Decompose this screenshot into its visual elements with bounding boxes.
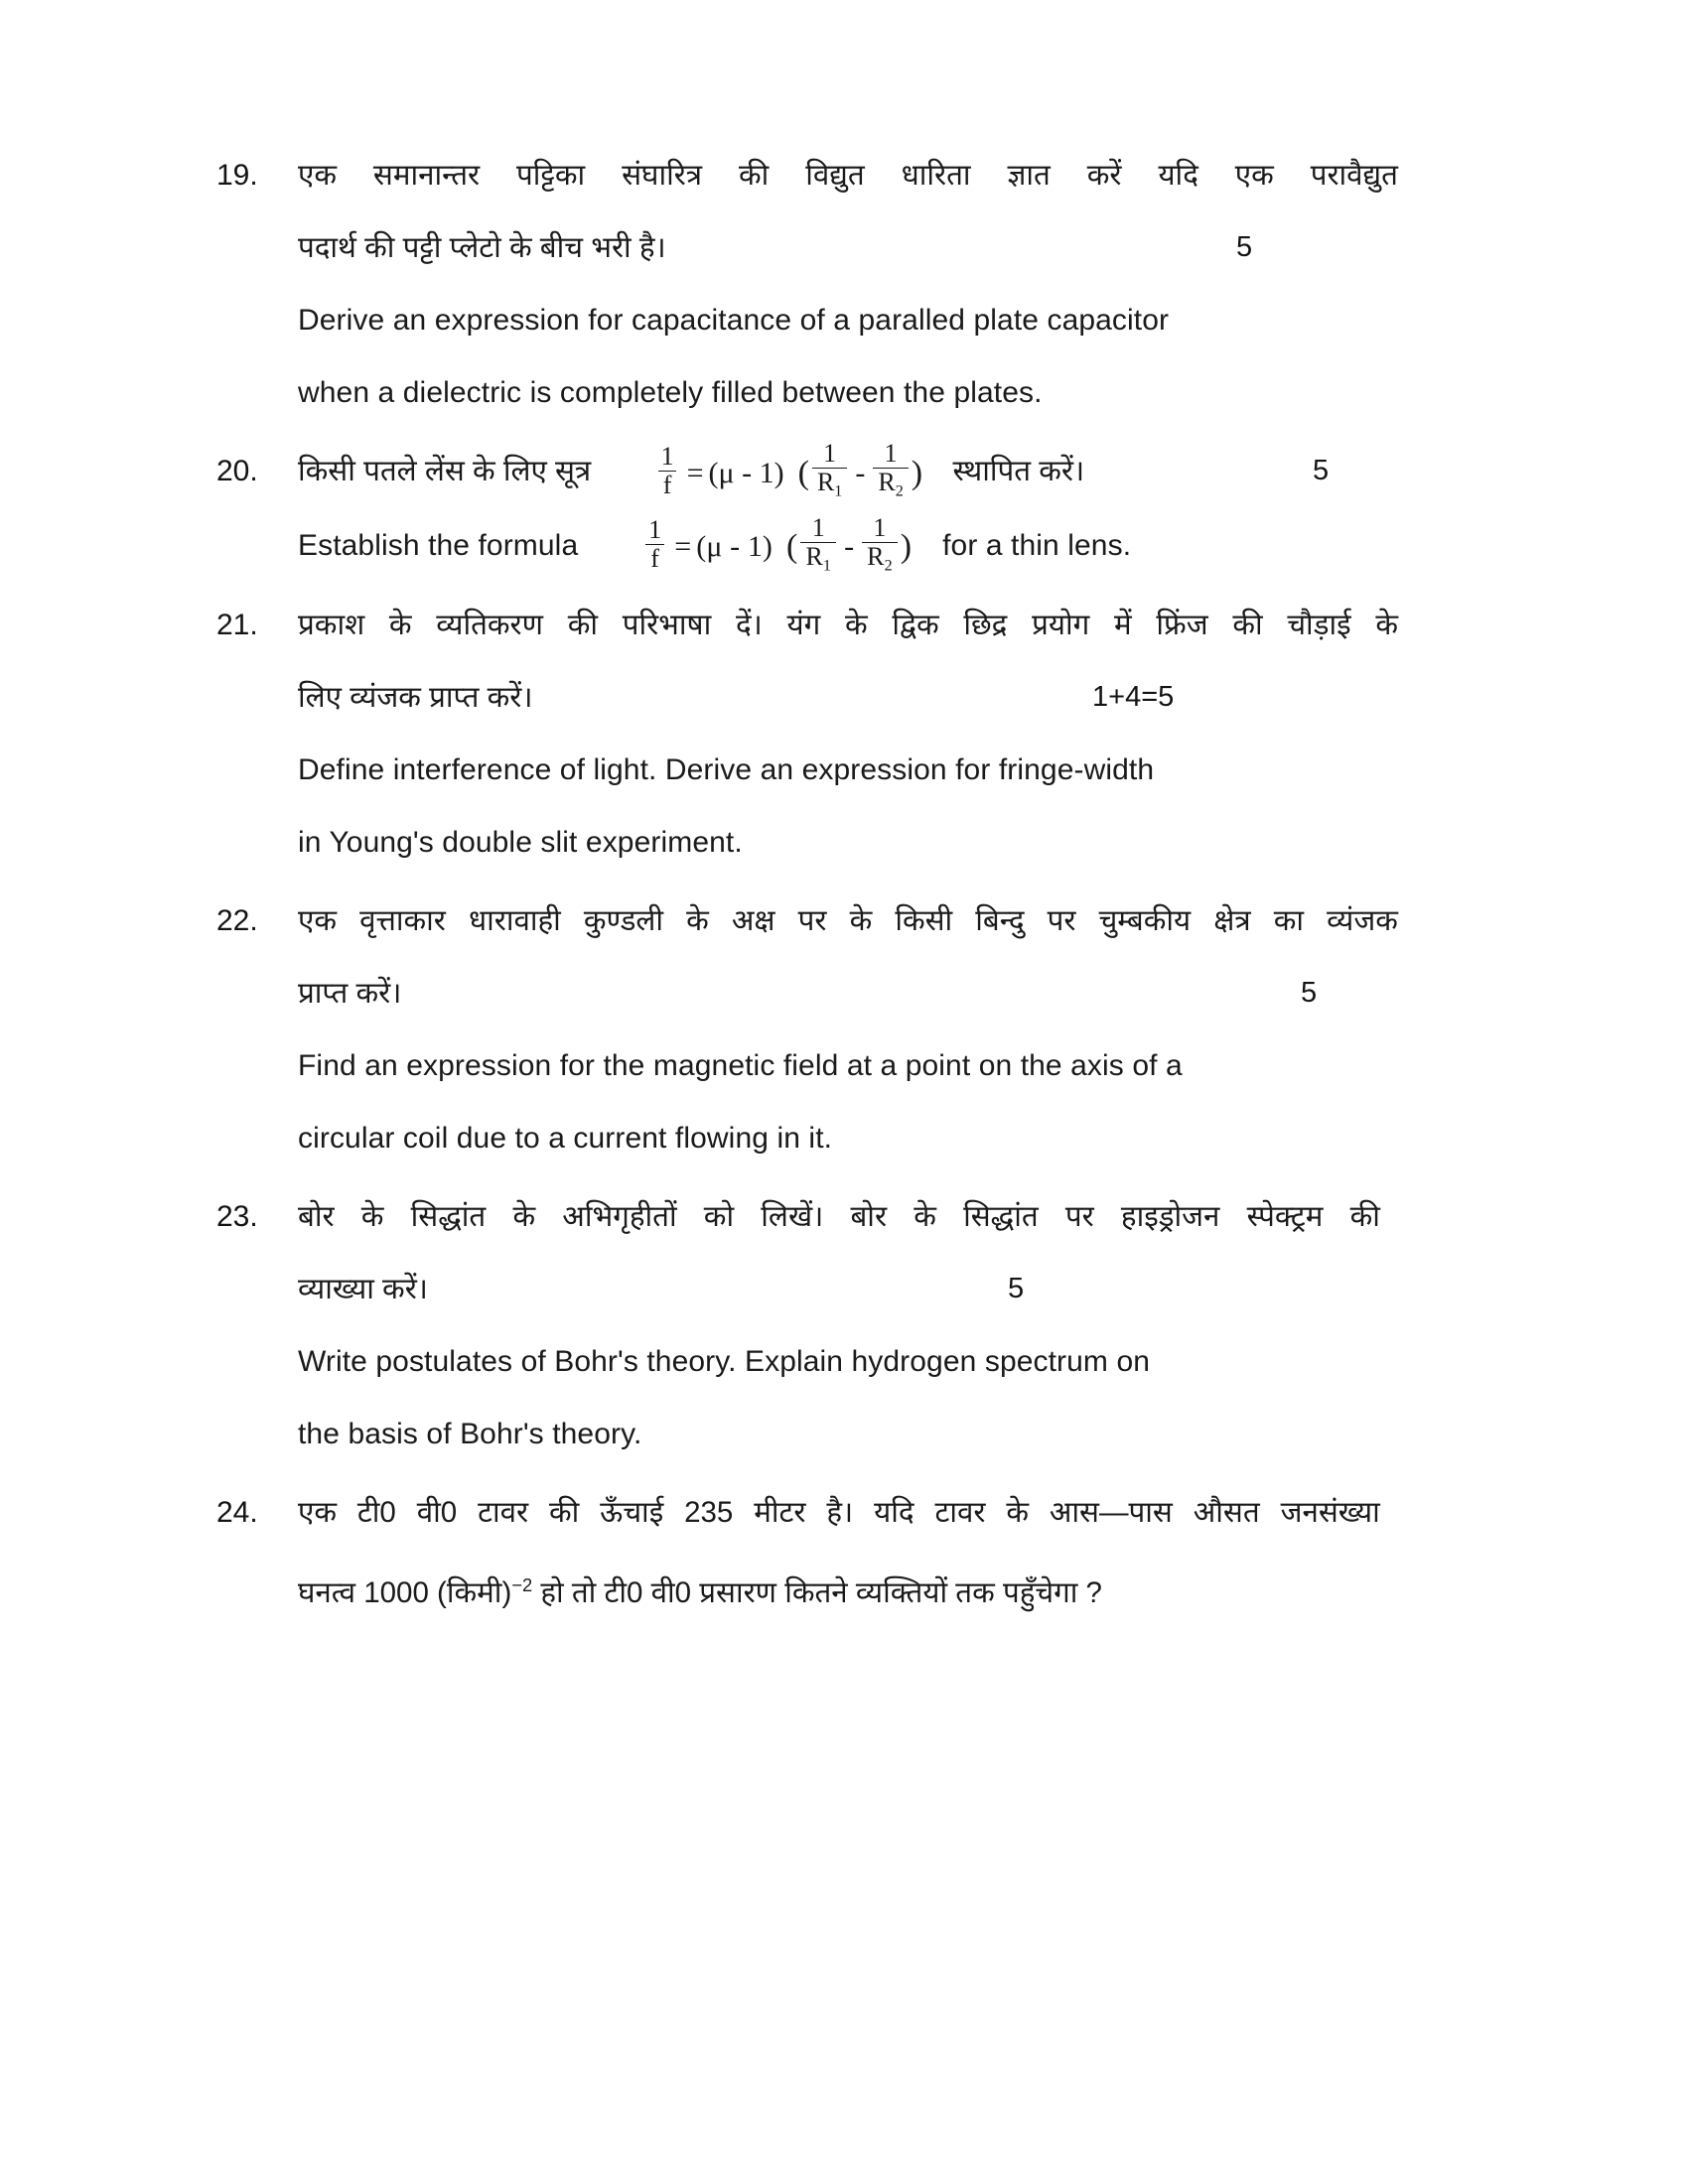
hindi-text: व्याख्या करें। [298, 1273, 428, 1306]
question-text-hindi-line [298, 1180, 1473, 1253]
word: धारावाही [468, 904, 561, 938]
question-text-english-line: in Young's double slit experiment. [298, 826, 743, 860]
word: यंग [786, 609, 821, 642]
fraction-denominator: f [645, 544, 664, 572]
word: यदि [874, 1496, 914, 1530]
question-text-english-line: Derive an expression for capacitance of a paralled plate capacitor [298, 304, 1170, 337]
hindi-text: पदार्थ की पट्टी प्लेटो के बीच भरी है। [298, 231, 666, 264]
word: बोर [850, 1200, 888, 1234]
english-text-suffix: for a thin lens. [942, 528, 1132, 562]
fraction-numerator: 1 [873, 512, 887, 542]
question-number: 19. [216, 159, 258, 192]
question-text-hindi-line [298, 885, 1473, 957]
question-number: 21. [216, 609, 258, 642]
question-text-hindi-line [298, 139, 1473, 211]
question-text-hindi-line [298, 1549, 1473, 1629]
word: की [1349, 1200, 1380, 1234]
question-number: 22. [216, 904, 258, 938]
question-text-hindi-line [298, 1476, 1473, 1549]
word: पर [797, 904, 827, 938]
justified-text [298, 885, 1398, 957]
question-list [216, 139, 1473, 1635]
open-paren: ( [797, 454, 809, 491]
word: के [512, 1200, 536, 1234]
word: करें [1086, 159, 1122, 192]
question-21 [216, 589, 1473, 879]
word: एक [1234, 159, 1274, 192]
question-22 [216, 885, 1473, 1174]
lens-formula [653, 437, 922, 509]
marks-badge: 5 [1313, 455, 1330, 486]
word: छिद्र [963, 609, 1008, 642]
fraction-numerator: 1 [660, 441, 674, 471]
word: परिभाषा [622, 609, 712, 642]
question-number: 24. [216, 1496, 258, 1530]
question-text-hindi-line [298, 435, 1473, 509]
hindi-text: लिए व्यंजक प्राप्त करें। [298, 681, 533, 715]
question-body [298, 1180, 1473, 1470]
word: क्षेत्र [1213, 904, 1251, 938]
question-body [298, 1476, 1473, 1629]
word: के [686, 904, 709, 938]
word: के [388, 609, 412, 642]
word: परावैद्युत [1310, 159, 1398, 192]
word: में [1113, 609, 1132, 642]
word: के [844, 609, 868, 642]
question-text-hindi-line [298, 957, 1473, 1029]
question-text-english-line: Write postulates of Bohr's theory. Explain hydrogen spectrum on [298, 1345, 1151, 1379]
justified-text [298, 589, 1398, 661]
marks-badge: 1+4=5 [1092, 681, 1175, 714]
word: पट्टिका [516, 159, 586, 192]
question-24 [216, 1476, 1473, 1629]
word: टी0 [356, 1496, 396, 1530]
fraction-numerator: 1 [811, 512, 825, 542]
question-23 [216, 1180, 1473, 1470]
word: द्विक [892, 609, 939, 642]
justified-text [298, 139, 1398, 211]
fraction-one-over-f [643, 517, 666, 572]
fraction-one-over-f [656, 441, 679, 499]
question-text-english-line: circular coil due to a current flowing in it. [298, 1122, 833, 1156]
word: व्यतिकरण [436, 609, 543, 642]
word: बोर [298, 1200, 335, 1234]
minus-sign: - [855, 456, 866, 489]
word: ज्ञात [1007, 159, 1051, 192]
word: सिद्धांत [963, 1200, 1039, 1234]
fraction-numerator: 1 [884, 439, 898, 469]
open-paren: ( [786, 528, 798, 566]
word: स्पेक्ट्रम [1246, 1200, 1324, 1234]
justified-text [298, 1180, 1380, 1253]
fraction-numerator: 1 [823, 439, 837, 469]
question-body [298, 589, 1473, 879]
word: के [1006, 1496, 1029, 1530]
word: औसत [1193, 1496, 1260, 1530]
word: पर [1064, 1200, 1094, 1234]
word: का [1273, 904, 1305, 938]
justified-text [298, 1476, 1380, 1549]
question-text-english-line: Define interference of light. Derive an expression for fringe-width [298, 753, 1155, 787]
word: की [1232, 609, 1263, 642]
word: यदि [1158, 159, 1198, 192]
question-number: 23. [216, 1200, 258, 1234]
word: लिखें। [761, 1200, 824, 1234]
close-paren: ) [911, 454, 923, 491]
hindi-text-suffix: स्थापित करें। [952, 455, 1085, 487]
word: है। [826, 1496, 854, 1530]
fraction-denominator: $R_2$ [873, 468, 908, 500]
word: के [914, 1200, 936, 1234]
question-19 [216, 139, 1473, 429]
word: एक [298, 904, 337, 938]
question-text-hindi-line [298, 589, 1473, 661]
word: के [360, 1200, 384, 1234]
word: प्रयोग [1032, 609, 1090, 642]
question-text-english-line: Find an expression for the magnetic field at a point on the axis of a [298, 1049, 1183, 1083]
word: किसी [895, 904, 953, 938]
fraction-denominator: $R_2$ [862, 542, 898, 575]
question-text-english-line: when a dielectric is completely filled between the plates. [298, 376, 1043, 409]
word: व्यंजक [1327, 904, 1398, 938]
word: की [548, 1496, 580, 1530]
word: हाइड्रोजन [1120, 1200, 1220, 1234]
word: बिन्दु [975, 904, 1025, 938]
word: की [567, 609, 598, 642]
mu-minus-one-factor: (μ - 1) [708, 456, 784, 489]
word: आस—पास [1049, 1496, 1173, 1530]
word: दें। [735, 609, 763, 642]
marks-badge: 5 [1301, 977, 1318, 1010]
word: विद्युत [805, 159, 865, 192]
fraction-one-over-r2 [873, 441, 908, 500]
marks-badge: 5 [1008, 1273, 1025, 1305]
fraction-numerator: 1 [648, 515, 662, 545]
word: फ्रिंज [1156, 609, 1208, 642]
fraction-one-over-r2 [862, 512, 898, 575]
fraction-one-over-r1 [812, 441, 847, 500]
marks-badge: 5 [1236, 231, 1253, 263]
word: को [703, 1200, 735, 1234]
hindi-text-before-superscript: घनत्व 1000 (किमी) [298, 1576, 512, 1610]
fraction-denominator: f [658, 471, 677, 498]
question-body [298, 435, 1473, 583]
question-text-english-line: the basis of Bohr's theory. [298, 1418, 642, 1451]
question-body [298, 885, 1473, 1174]
word: सिद्धांत [410, 1200, 487, 1234]
superscript-exponent: −2 [511, 1574, 533, 1596]
question-text-english-line [298, 509, 1473, 584]
equals-sign: = [686, 456, 704, 489]
minus-sign: - [844, 530, 855, 564]
word: की [739, 159, 770, 192]
word: के [1375, 609, 1398, 642]
question-text-hindi-line [298, 661, 1473, 734]
fraction-denominator: $R_1$ [800, 542, 836, 575]
hindi-text-after-superscript: हो तो टी0 वी0 प्रसारण कितने व्यक्तियों तक पहुँचेगा ? [540, 1576, 1102, 1610]
word: समानान्तर [372, 159, 481, 192]
english-text-prefix: Establish the formula [298, 528, 579, 562]
word: 235 [684, 1496, 734, 1530]
word: एक [298, 159, 337, 192]
word: कुण्डली [583, 904, 663, 938]
word: के [849, 904, 873, 938]
word: संघारित्र [622, 159, 703, 192]
question-body [298, 139, 1473, 429]
fraction-denominator: $R_1$ [812, 468, 847, 500]
word: अभिगृहीतों [562, 1200, 677, 1234]
mu-minus-one-factor: (μ - 1) [696, 530, 774, 564]
word: मीटर [754, 1496, 806, 1530]
word: ऊँचाई [600, 1496, 664, 1530]
word: टावर [478, 1496, 529, 1530]
lens-formula [640, 510, 912, 583]
word: चुम्बकीय [1098, 904, 1192, 938]
hindi-text-prefix: किसी पतले लेंस के लिए सूत्र [298, 455, 592, 487]
word: धारिता [901, 159, 971, 192]
word: प्रकाश [298, 609, 365, 642]
word: वृत्ताकार [359, 904, 446, 938]
equals-sign: = [674, 530, 692, 564]
word: जनसंख्या [1280, 1496, 1380, 1530]
word: टावर [934, 1496, 986, 1530]
word: एक [298, 1496, 337, 1530]
question-text-hindi-line [298, 1253, 1473, 1325]
hindi-text: प्राप्त करें। [298, 977, 402, 1011]
word: पर [1047, 904, 1076, 938]
question-number: 20. [216, 455, 258, 487]
question-text-hindi-line [298, 211, 1473, 284]
question-20 [216, 435, 1473, 583]
word: वी0 [416, 1496, 458, 1530]
word: अक्ष [731, 904, 775, 938]
close-paren: ) [900, 528, 913, 566]
fraction-one-over-r1 [800, 512, 836, 575]
word: चौड़ाई [1287, 609, 1351, 642]
